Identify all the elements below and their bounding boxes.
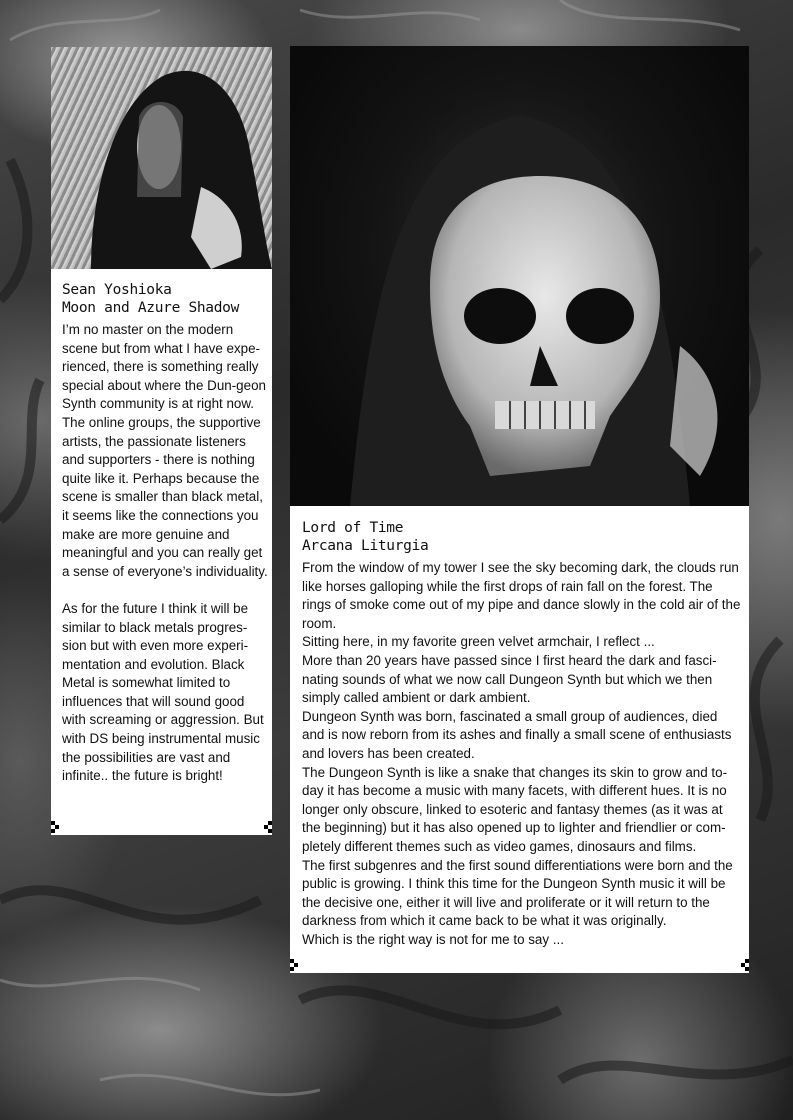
corner-ornament xyxy=(735,959,749,973)
artist-name: Lord of Time xyxy=(302,520,404,536)
answer-paragraph: Sitting here, in my favorite green velvet armchair, I reflect ... xyxy=(302,634,655,650)
answer-paragraph: The Dungeon Synth is like a snake that changes its skin to grow and to-day it has become a music with many facets, with different hues. It is no longer only obscure, linked to esoteric and fantasy themes (as it was at the beginning) but it has also opened up to lighter and friendlier or com-pletely different themes such as video games, dinosaurs and films. xyxy=(302,764,728,854)
artist-credit xyxy=(302,519,742,555)
right-interview-card xyxy=(290,46,749,973)
answer-paragraph: I’m no master on the modern scene but from what I have expe-rienced, there is something really special about where the Dun-geon Synth community is at right now. The online groups, the supportive artists, the passionate listeners and supporters - there is nothing quite like it. Perhaps because the scene is smaller than black metal, it seems like the connections you make are more genuine and meaningful and you can really get a sense of everyone’s individuality. xyxy=(62,322,268,579)
answer-paragraph: Dungeon Synth was born, fascinated a small group of audiences, died and is now reborn from its ashes and finally a small scene of enthusiasts and lovers has been created. xyxy=(302,708,732,761)
artist-name: Sean Yoshioka xyxy=(62,282,172,298)
artist-credit xyxy=(62,281,267,317)
skull-photo xyxy=(290,46,749,506)
answer-paragraph: From the window of my tower I see the sky becoming dark, the clouds run like horses galloping while the first drops of rain fall on the forest. The rings of smoke come out of my pipe and dance slowly in the cold air of the room. xyxy=(302,560,741,631)
artist-project: Moon and Azure Shadow xyxy=(62,300,240,316)
answer-paragraph: More than 20 years have passed since I first heard the dark and fasci-nating sounds of what we now call Dungeon Synth but which we then simply called ambient or dark ambient. xyxy=(302,652,717,706)
corner-ornament xyxy=(51,821,65,835)
left-interview-card xyxy=(51,47,272,835)
answer-text xyxy=(302,559,742,949)
answer-paragraph: As for the future I think it will be similar to black metals progres-sion but with even more experi-mentation and evolution. Black Metal is somewhat limited to influences that will sound good with screaming or aggression. But with DS being instrumental music the possibilities are vast and infinite.. the future is bright! xyxy=(62,600,264,784)
portrait-photo xyxy=(51,47,272,269)
corner-ornament xyxy=(258,821,272,835)
answer-paragraph: Which is the right way is not for me to say ... xyxy=(302,931,564,947)
corner-ornament xyxy=(290,959,304,973)
answer-text xyxy=(62,321,268,786)
artist-project: Arcana Liturgia xyxy=(302,538,429,554)
answer-paragraph: The first subgenres and the first sound differentiations were born and the public is growing. I think this time for the Dungeon Synth music it will be the decisive one, either it will live and proliferate or it will return to the darkness from which it came back to be what it was originally. xyxy=(302,857,733,929)
